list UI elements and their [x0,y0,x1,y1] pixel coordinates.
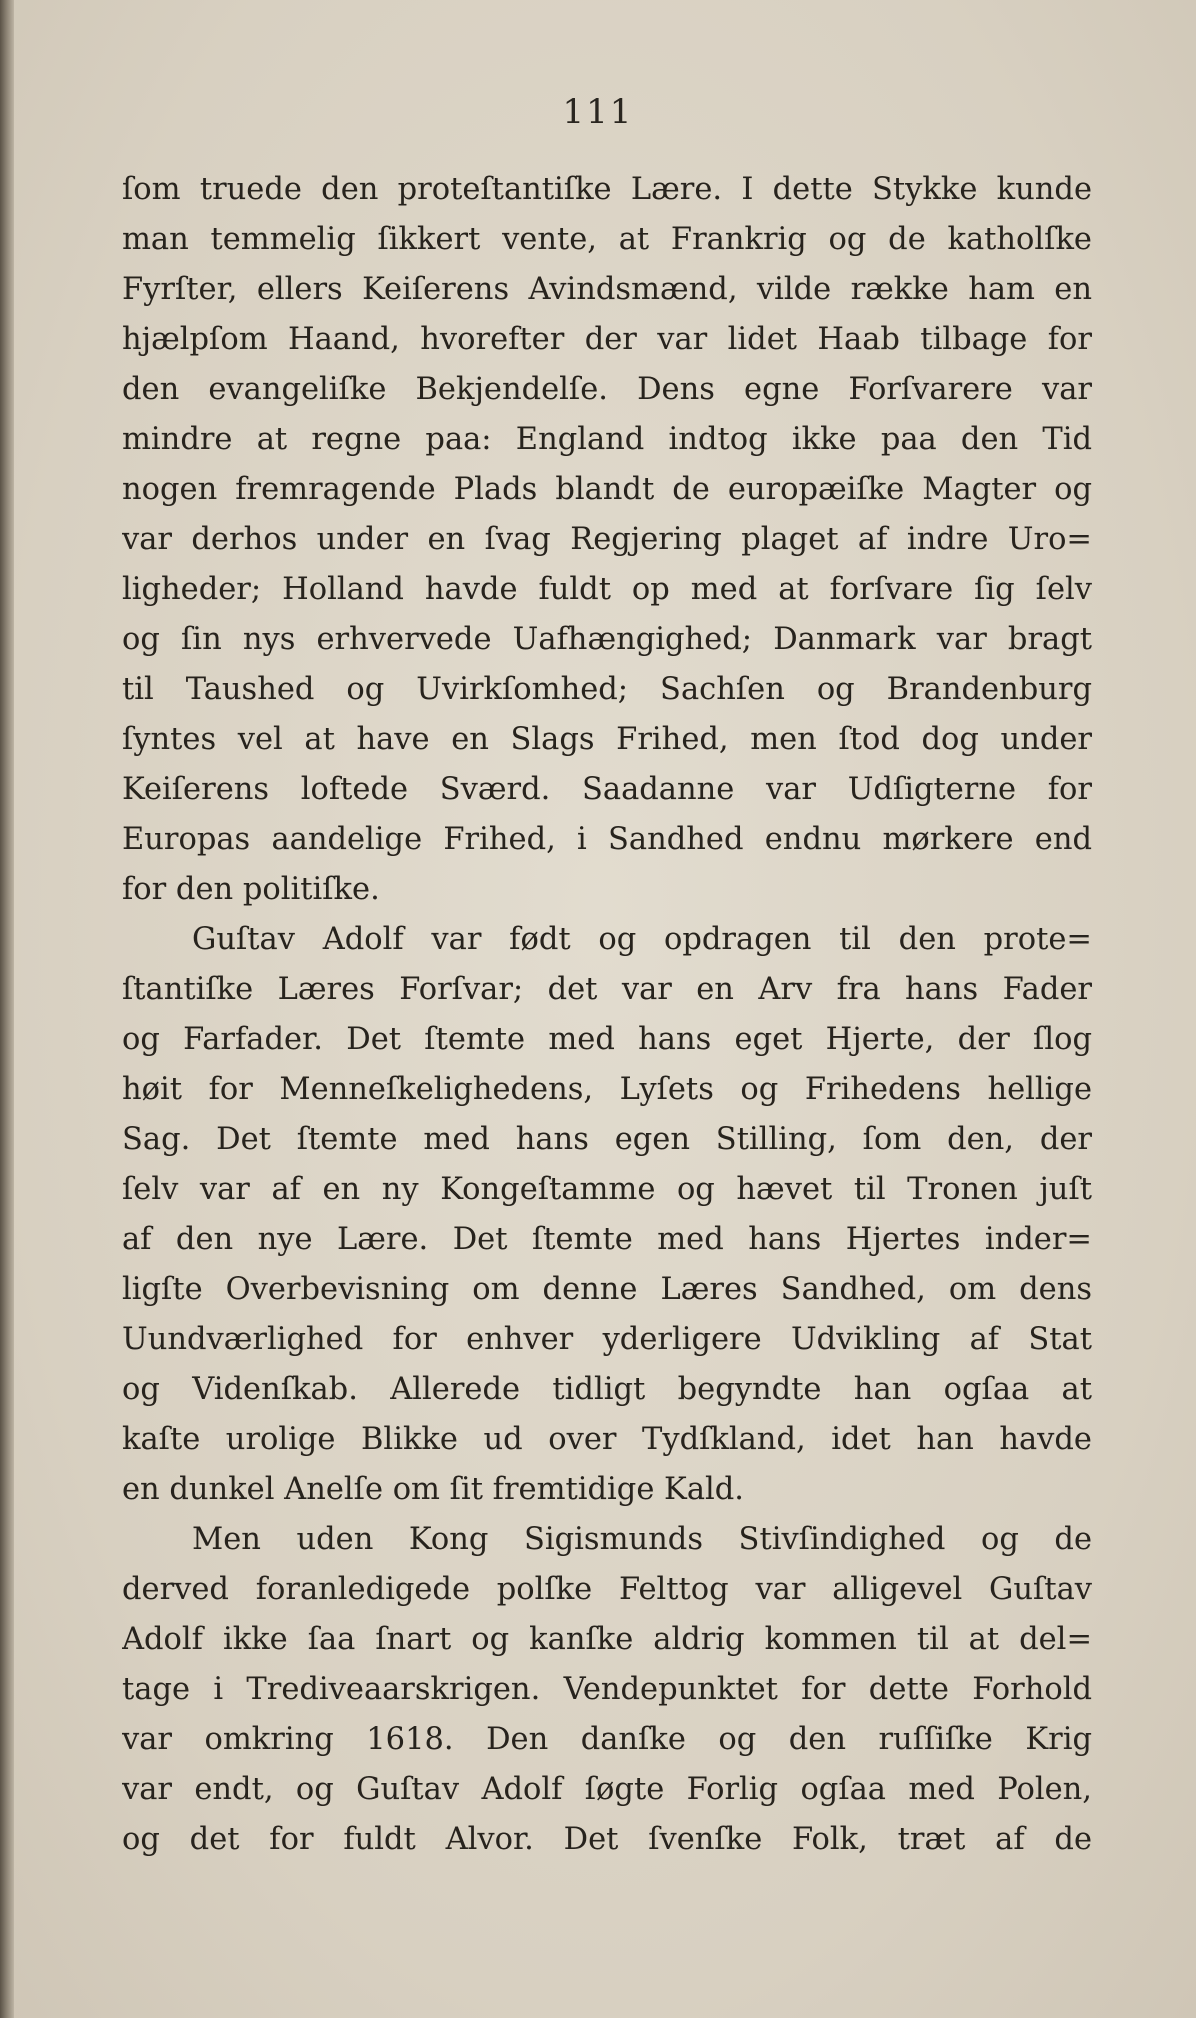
text-line: ſom truede den proteſtantiſke Lære. I dette Stykke kunde [122,172,1092,207]
text-line: nogen fremragende Plads blandt de europæiſke Magter og [122,472,1092,507]
text-line: Sag. Det ſtemte med hans egen Stilling, ſom den, der [122,1122,1092,1157]
text-line: ſyntes vel at have en Slags Frihed, men ſtod dog under [122,722,1092,757]
text-line: ligheder; Holland havde fuldt op med at forſvare ſig ſelv [122,572,1092,607]
text-line: til Taushed og Uvirkſomhed; Sachſen og Brandenburg [122,672,1092,707]
text-line: tage i Trediveaarskrigen. Vendepunktet for dette Forhold [122,1672,1092,1707]
page-binding-edge [0,0,14,2018]
text-line: Keiſerens loftede Sværd. Saadanne var Udſigterne for [122,772,1092,807]
text-line: af den nye Lære. Det ſtemte med hans Hjertes inder= [122,1222,1092,1257]
text-line: var omkring 1618. Den danſke og den ruſſiſke Krig [122,1722,1092,1757]
text-line: en dunkel Anelſe om ſit fremtidige Kald. [122,1472,745,1507]
text-line: ſelv var af en ny Kongeſtamme og hævet til Tronen juſt [122,1172,1092,1207]
text-line: for den politiſke. [122,872,380,907]
text-line: og det for fuldt Alvor. Det ſvenſke Folk, træt af de [122,1822,1092,1857]
text-line: og ſin nys erhvervede Uafhængighed; Danmark var bragt [122,622,1092,657]
text-line: derved foranledigede polſke Felttog var alligevel Guſtav [122,1572,1092,1607]
text-line: Fyrſter, ellers Keiſerens Avindsmænd, vilde række ham en [122,272,1092,307]
text-line: Europas aandelige Frihed, i Sandhed endnu mørkere end [122,822,1092,857]
text-line: Men uden Kong Sigismunds Stivſindighed og de [192,1522,1092,1557]
text-line: man temmelig ſikkert vente, at Frankrig og de katholſke [122,222,1092,257]
text-line: var endt, og Guſtav Adolf ſøgte Forlig ogſaa med Polen, [122,1772,1092,1807]
text-line: mindre at regne paa: England indtog ikke paa den Tid [122,422,1092,457]
text-line: den evangeliſke Bekjendelſe. Dens egne Forſvarere var [122,372,1092,407]
page-number: 111 [562,92,634,132]
text-line: høit for Menneſkelighedens, Lyſets og Frihedens hellige [122,1072,1092,1107]
text-line: Guſtav Adolf var født og opdragen til den prote= [192,922,1092,957]
text-line: og Farfader. Det ſtemte med hans eget Hjerte, der ſlog [122,1022,1092,1057]
text-line: Uundværlighed for enhver yderligere Udvikling af Stat [122,1322,1092,1357]
body-text [122,165,1092,1865]
text-line: og Videnſkab. Allerede tidligt begyndte han ogſaa at [122,1372,1092,1407]
text-line: var derhos under en ſvag Regjering plaget af indre Uro= [122,522,1092,557]
text-line: Adolf ikke ſaa ſnart og kanſke aldrig kommen til at del= [122,1622,1092,1657]
text-line: ligſte Overbevisning om denne Læres Sandhed, om dens [122,1272,1092,1307]
text-line: kaſte urolige Blikke ud over Tydſkland, idet han havde [122,1422,1092,1457]
text-line: ſtantiſke Læres Forſvar; det var en Arv fra hans Fader [122,972,1092,1007]
text-line: hjælpſom Haand, hvorefter der var lidet Haab tilbage for [122,322,1092,357]
